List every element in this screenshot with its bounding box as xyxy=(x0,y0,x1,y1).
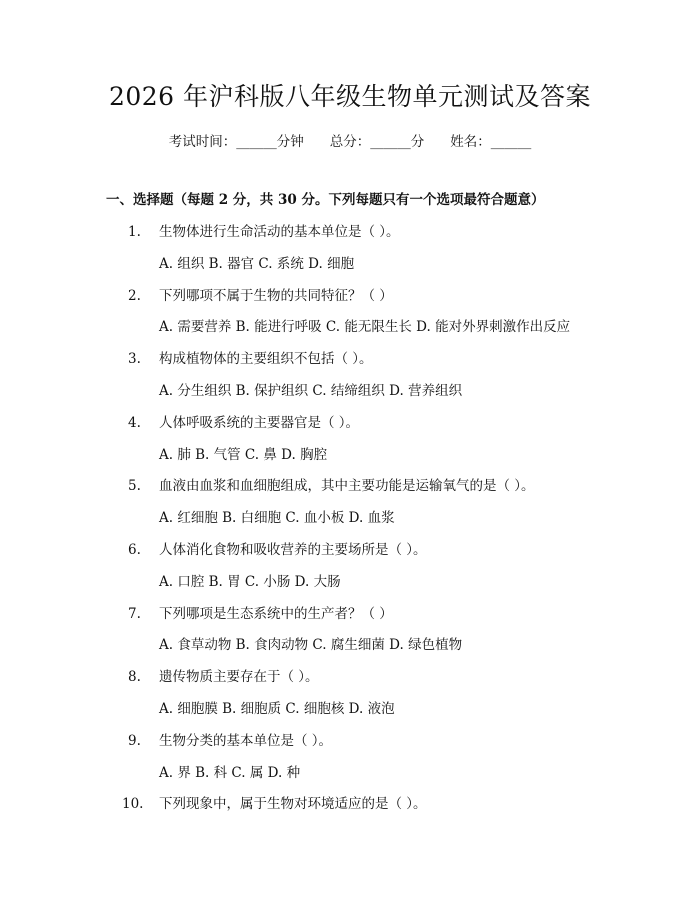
question-text: 构成植物体的主要组织不包括（ ）。 xyxy=(159,351,373,368)
options-row xyxy=(0,254,700,286)
question-number: 8. xyxy=(128,669,141,686)
question-text: 生物体进行生命活动的基本单位是（ ）。 xyxy=(159,224,400,240)
question-row xyxy=(0,667,700,699)
question-number: 9. xyxy=(128,732,141,749)
question-text: 下列哪项不属于生物的共同特征？（ ） xyxy=(159,287,393,304)
question-options: A. 红细胞 B. 白细胞 C. 血小板 D. 血浆 xyxy=(159,510,395,527)
question-number: 6. xyxy=(128,541,141,558)
question-options: A. 界 B. 科 C. 属 D. 种 xyxy=(159,764,301,781)
question-row xyxy=(0,222,700,254)
question-number: 5. xyxy=(128,478,141,495)
question-number: 7. xyxy=(128,605,141,622)
question-text: 血液由血浆和血细胞组成，其中主要功能是运输氧气的是（ ）。 xyxy=(159,478,535,495)
total-score-field: 总分：______分 xyxy=(329,134,425,150)
question-text: 人体消化食物和吸收营养的主要场所是（ ）。 xyxy=(159,541,427,558)
options-row xyxy=(0,572,700,604)
options-row xyxy=(0,635,700,667)
question-number: 10. xyxy=(122,796,144,813)
page-title: 2026 年沪科版八年级生物单元测试及答案 xyxy=(108,82,592,111)
question-options: A. 食草动物 B. 食肉动物 C. 腐生细菌 D. 绿色植物 xyxy=(159,637,463,654)
options-row xyxy=(0,508,700,540)
question-text: 遗传物质主要存在于（ ）。 xyxy=(159,669,319,686)
question-options: A. 口腔 B. 胃 C. 小肠 D. 大肠 xyxy=(159,573,341,590)
question-options: A. 细胞膜 B. 细胞质 C. 细胞核 D. 液泡 xyxy=(159,700,395,717)
section-heading: 一、选择题（每题 2 分，共 30 分。下列每题只有一个选项最符合题意） xyxy=(106,192,545,208)
question-row xyxy=(0,286,700,318)
question-list xyxy=(0,222,700,826)
options-row xyxy=(0,445,700,477)
question-number: 1. xyxy=(128,224,141,240)
question-row xyxy=(0,349,700,381)
options-row xyxy=(0,317,700,349)
options-row xyxy=(0,381,700,413)
question-text: 人体呼吸系统的主要器官是（ ）。 xyxy=(159,414,360,431)
question-row xyxy=(0,731,700,763)
question-options: A. 分生组织 B. 保护组织 C. 结缔组织 D. 营养组织 xyxy=(159,382,463,399)
question-row xyxy=(0,794,700,826)
question-row xyxy=(0,540,700,572)
question-number: 2. xyxy=(128,287,141,304)
question-row xyxy=(0,476,700,508)
question-options: A. 需要营养 B. 能进行呼吸 C. 能无限生长 D. 能对外界刺激作出反应 xyxy=(159,319,571,336)
question-row xyxy=(0,604,700,636)
options-row xyxy=(0,763,700,795)
question-text: 下列哪项是生态系统中的生产者？（ ） xyxy=(159,605,393,622)
student-name-field: 姓名：______ xyxy=(450,134,532,150)
question-options: A. 肺 B. 气管 C. 鼻 D. 胸腔 xyxy=(159,446,328,463)
options-row xyxy=(0,699,700,731)
question-options: A. 组织 B. 器官 C. 系统 D. 细胞 xyxy=(159,255,355,272)
question-number: 4. xyxy=(128,414,141,431)
exam-info-line xyxy=(0,132,700,152)
exam-time-field: 考试时间：______分钟 xyxy=(168,134,304,150)
question-text: 生物分类的基本单位是（ ）。 xyxy=(159,732,333,749)
question-text: 下列现象中，属于生物对环境适应的是（ ）。 xyxy=(159,796,427,813)
question-number: 3. xyxy=(128,351,141,368)
question-row xyxy=(0,413,700,445)
